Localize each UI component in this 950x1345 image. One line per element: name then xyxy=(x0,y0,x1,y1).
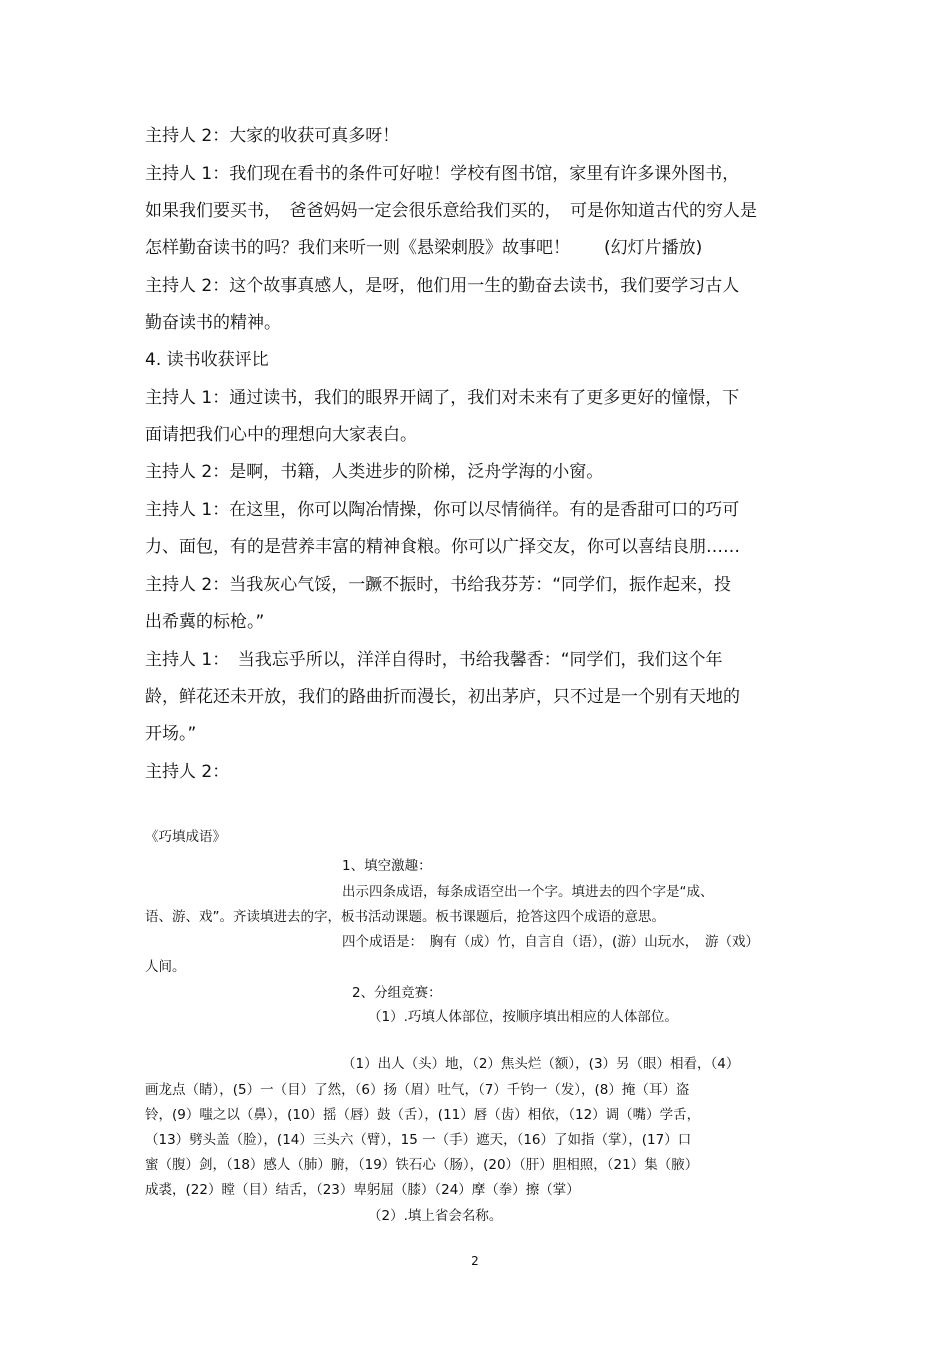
dialogue-line: 主持人 2： xyxy=(145,762,230,782)
dialogue-line: 主持人 2：当我灰心气馁，一蹶不振时，书给我芬芳：“同学们，振作起来，投 xyxy=(145,575,732,595)
dialogue-line: 力、面包，有的是营养丰富的精神食粮。你可以广择交友，你可以喜结良朋…… xyxy=(145,537,740,557)
body-line: 人间。 xyxy=(145,959,186,975)
idiom-line: 蜜（腹）剑，（18）感人（肺）腑，（19）铁石心（肠），(20）（肝）胆相照，（21）集（腋） xyxy=(145,1157,699,1173)
dialogue-line: 怎样勤奋读书的吗？我们来听一则《悬梁刺股》故事吧！ (幻灯片播放) xyxy=(145,238,703,258)
section-heading: 4. 读书收获评比 xyxy=(145,350,269,370)
dialogue-line: 主持人 1：通过读书，我们的眼界开阔了，我们对未来有了更多更好的憧憬，下 xyxy=(145,388,740,408)
step-heading: 2、分组竞赛： xyxy=(352,985,442,1001)
dialogue-line: 龄，鲜花还未开放，我们的路曲折而漫长，初出茅庐，只不过是一个别有天地的 xyxy=(145,687,740,707)
dialogue-line: 主持人 1： 当我忘乎所以，洋洋自得时，书给我馨香：“同学们，我们这个年 xyxy=(145,650,723,670)
body-line: 出示四条成语，每条成语空出一个字。填进去的四个字是“成、 xyxy=(342,884,714,900)
idiom-line: 画龙点（睛），(5）一（目）了然，（6）扬（眉）吐气，（7）千钧一（发），(8）掩（耳）盗 xyxy=(145,1082,690,1098)
idiom-line: （1）出人（头）地，（2）焦头烂（额），(3）另（眼）相看，（4） xyxy=(342,1056,740,1072)
idiom-line: 铃，(9）嗤之以（鼻），(10）摇（唇）鼓（舌），(11）唇（齿）相依，（12）调（嘴）学舌， xyxy=(145,1107,701,1123)
dialogue-line: 面请把我们心中的理想向大家表白。 xyxy=(145,425,417,445)
dialogue-line: 开场。” xyxy=(145,724,197,744)
sub-step: （1）.巧填人体部位，按顺序填出相应的人体部位。 xyxy=(368,1009,678,1025)
step-heading: 1、填空激趣： xyxy=(342,858,432,874)
idiom-line: （13）劈头盖（脸），(14）三头六（臂），15 一（手）遮天，（16）了如指（掌），(17）口 xyxy=(145,1132,692,1148)
dialogue-line: 主持人 2：是啊，书籍，人类进步的阶梯，泛舟学海的小窗。 xyxy=(145,462,604,482)
activity-title: 《巧填成语》 xyxy=(145,829,226,845)
dialogue-line: 出希冀的标枪。” xyxy=(145,612,265,632)
idiom-line: 成裘，(22）瞠（目）结舌，（23）卑躬屈（膝）（24）摩（拳）擦（掌） xyxy=(145,1182,580,1198)
sub-step: （2）.填上省会名称。 xyxy=(368,1208,503,1224)
dialogue-line: 主持人 1：在这里，你可以陶冶情操，你可以尽情徜徉。有的是香甜可口的巧可 xyxy=(145,500,740,520)
body-line: 语、游、戏”。齐读填进去的字，板书活动课题。板书课题后，抢答这四个成语的意思。 xyxy=(145,909,665,925)
dialogue-line: 主持人 2：大家的收获可真多呀！ xyxy=(145,126,400,146)
dialogue-line: 主持人 1：我们现在看书的条件可好啦！学校有图书馆，家里有许多课外图书， xyxy=(145,164,740,184)
body-line: 四个成语是： 胸有（成）竹，自言自（语），(游）山玩水， 游（戏） xyxy=(342,934,760,950)
dialogue-line: 主持人 2：这个故事真感人，是呀，他们用一生的勤奋去读书，我们要学习古人 xyxy=(145,276,740,296)
dialogue-line: 如果我们要买书， 爸爸妈妈一定会很乐意给我们买的， 可是你知道古代的穷人是 xyxy=(145,201,757,221)
dialogue-line: 勤奋读书的精神。 xyxy=(145,313,281,333)
page-number: 2 xyxy=(471,1254,479,1268)
